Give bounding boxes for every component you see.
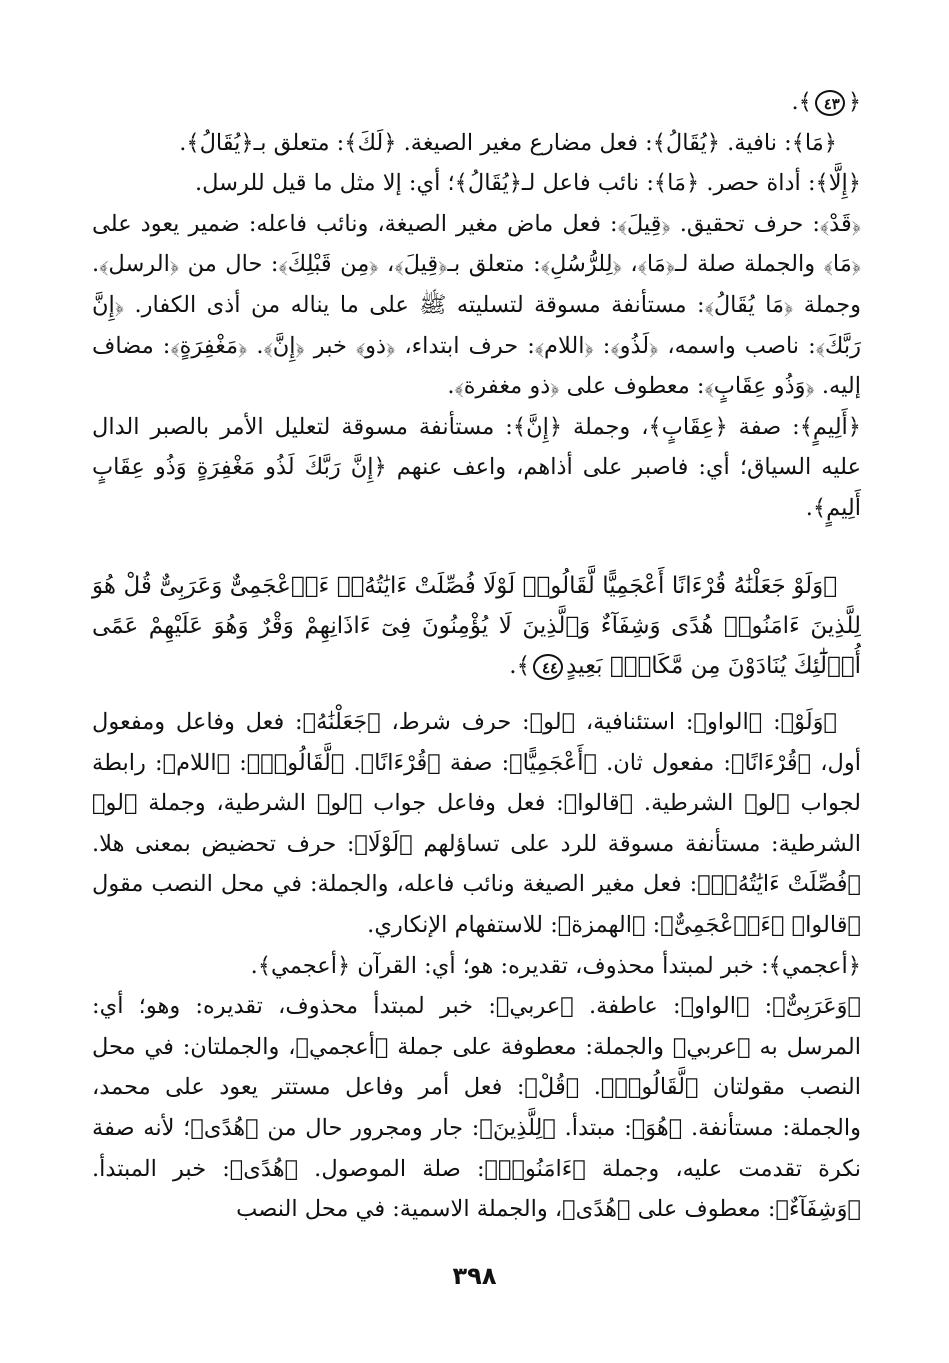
commentary-bottom <box>92 702 861 1230</box>
paragraph: ﴿أَلِيمٍ﴾: صفة ﴿عِقَابٍ﴾، وجملة ﴿إِنَّ﴾: مستأنفة مسوقة لتعليل الأمر بالصبر الدال عليه السياق؛ أي: فاصبر على أذاهم، واعف عنهم ﴿إِنَّ رَبَّكَ لَذُو مَغْفِرَةٍ وَذُو عِقَابٍ أَلِيمٍ﴾. <box>92 413 861 521</box>
paragraph: ﴿وَلَوْ﴾: ﴿الواو﴾: استئنافية، ﴿لو﴾: حرف شرط، ﴿جَعَلْنَٰهُ﴾: فعل وفاعل ومفعول أول، ﴿قُرْءَانًا﴾: مفعول ثان. ﴿أَعْجَمِيًّا﴾: صفة ﴿قُرْءَانًا﴾. ﴿لَّقَالُوا۟﴾: ﴿اللام﴾: رابطة لجواب ﴿لو﴾ الشرطية. ﴿قالوا﴾: فعل وفاعل جواب ﴿لو﴾ الشرطية، وجملة ﴿لو﴾ الشرطية: مستأنفة مسوقة للرد على تساؤلهم ﴿لَوْلَا﴾: حرف تحضيض بمعنى هلا. ﴿فُصِّلَتْ ءَايَٰتُهُۥٓ﴾: فعل مغير الصيغة ونائب فاعله، والجملة: في محل النصب مقول ﴿قالوا﴾ ﴿ءَا۬عْجَمِىٌّ﴾: ﴿الهمزة﴾: للاستفهام الإنكاري. <box>92 709 861 938</box>
paragraph: ﴿مَا﴾: نافية. ﴿يُقَالُ﴾: فعل مضارع مغير الصيغة. ﴿لَكَ﴾: متعلق بـ﴿يُقَالُ﴾. <box>179 129 837 156</box>
page-number: ٣٩٨ <box>452 1262 497 1290</box>
verse-text: ﴿وَلَوْ جَعَلْنَٰهُ قُرْءَانًا أَعْجَمِيًّا لَّقَالُوا۟ لَوْلَا فُصِّلَتْ ءَايَٰتُهُۥٓ ءَا۬عْجَمِىٌّ وَعَرَبِىٌّ قُلْ هُوَ لِلَّذِينَ ءَامَنُوا۟ هُدًى وَشِفَآءٌ وَٱلَّذِينَ لَا يُؤْمِنُونَ فِىٓ ءَاذَانِهِمْ وَقْرٌ وَهُوَ عَلَيْهِمْ عَمًى أُو۟لَٰٓئِكَ يُنَادَوْنَ مِن مَّكَانٍۭ بَعِيدٍ <box>92 573 861 679</box>
commentary-top <box>92 82 861 529</box>
ayah-number-marker: ٤٣ <box>815 90 845 116</box>
verse-closing: ﴾. <box>509 653 531 679</box>
paragraph: ﴿وَعَرَبِىٌّ﴾: ﴿الواو﴾: عاطفة. ﴿عربي﴾: خبر لمبتدأ محذوف، تقديره: وهو؛ أي: المرسل به ﴿عربي﴾ والجملة: معطوفة على جملة ﴿أعجمي﴾، والجملتان: في محل النصب مقولتان ﴿لَّقَالُوا۟﴾. ﴿قُلْ﴾: فعل أمر وفاعل مستتر يعود على محمد، والجملة: مستأنفة. ﴿هُوَ﴾: مبتدأ. ﴿لِلَّذِينَ﴾: جار ومجرور حال من ﴿هُدًى﴾؛ لأنه صفة نكرة تقدمت عليه، وجملة ﴿ءَامَنُوا۟﴾: صلة الموصول. ﴿هُدًى﴾: خبر المبتدأ. ﴿وَشِفَآءٌ﴾: معطوف على ﴿هُدًى﴾، والجملة الاسمية: في محل النصب <box>92 993 861 1223</box>
ayah-number-marker: ٤٤ <box>533 654 563 680</box>
ayah-43-end-line: ﴿٤٣﴾. <box>791 89 861 115</box>
paragraph: ﴿إِلَّا﴾: أداة حصر. ﴿مَا﴾: نائب فاعل لـ﴿يُقَالُ﴾؛ أي: إلا مثل ما قيل للرسل. <box>194 170 861 197</box>
paragraph: ﴿أعجمي﴾: خبر لمبتدأ محذوف، تقديره: هو؛ أي: القرآن ﴿أعجمي﴾. <box>250 952 861 979</box>
paragraph: ﴿قَدْ﴾: حرف تحقيق. ﴿قِيلَ﴾: فعل ماض مغير الصيغة، ونائب فاعله: ضمير يعود على ﴿مَا﴾ والجملة صلة لـ﴿مَا﴾، ﴿لِلرُّسُلِ﴾: متعلق بـ﴿قِيلَ﴾، ﴿مِن قَبْلِكَ﴾: حال من ﴿الرسل﴾. وجملة ﴿مَا يُقَالُ﴾: مستأنفة مسوقة لتسليته ﷺ على ما يناله من أذى الكفار. ﴿إِنَّ رَبَّكَ﴾: ناصب واسمه، ﴿لَذُو﴾: ﴿اللام﴾: حرف ابتداء، ﴿ذو﴾ خبر ﴿إِنَّ﴾. ﴿مَغْفِرَةٍ﴾: مضاف إليه. ﴿وَذُو عِقَابٍ﴾: معطوف على ﴿ذو مغفرة﴾. <box>92 210 861 400</box>
quran-verse <box>92 566 861 686</box>
verse-paragraph <box>92 566 861 686</box>
